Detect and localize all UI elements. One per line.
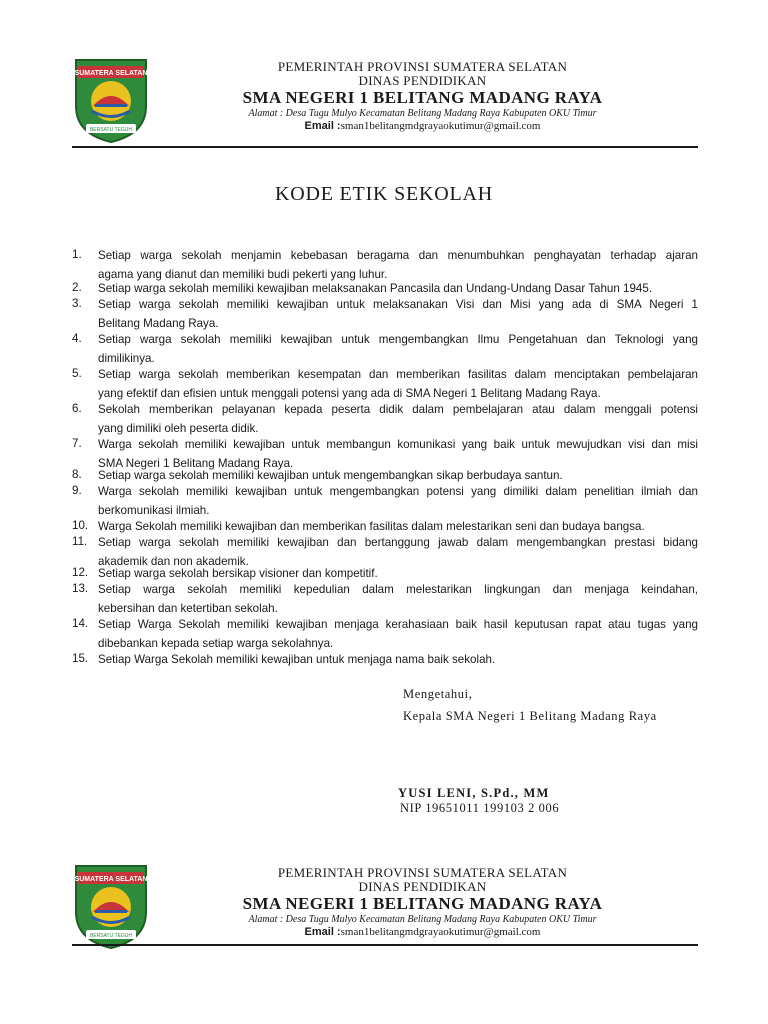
list-item: 15. Setiap Warga Sekolah memiliki kewajiban untuk menjaga nama baik sekolah. [72,652,496,666]
svg-text:SUMATERA SELATAN: SUMATERA SELATAN [74,70,148,77]
sumsel-emblem-icon [70,56,152,144]
letterhead-address: Alamat : Desa Tugu Mulyo Kecamatan Belitang Madang Raya Kabupaten OKU Timur [248,914,597,925]
letterhead-address: Alamat : Desa Tugu Mulyo Kecamatan Belitang Madang Raya Kabupaten OKU Timur [248,108,597,119]
letterhead-top [0,56,768,146]
list-item: 8. Setiap warga sekolah memiliki kewajiban untuk mengembangkan sikap berbudaya santun. [72,468,563,482]
letterhead-email: Email :sman1belitangmdgrayaokutimur@gmail.com [304,120,541,132]
list-item: 13. Setiap warga sekolah memiliki kepedulian dalam melestarikan lingkungan dan menjaga keindahan, kebersihan dan ketertiban sekolah. [72,582,698,615]
list-item: 12. Setiap warga sekolah bersikap visioner dan kompetitif. [72,566,378,580]
svg-text:BERSATU TEGUH: BERSATU TEGUH [89,127,133,133]
document-title: KODE ETIK SEKOLAH [274,183,493,205]
list-item: 6. Sekolah memberikan pelayanan kepada peserta didik dalam pembelajaran atau dalam menggali potensi yang dimiliki oleh peserta didik. [72,402,698,435]
list-item: 5. Setiap warga sekolah memberikan kesempatan dan memberikan fasilitas dalam menciptakan pembelajaran yang efektif dan efisien untuk menggali potensi yang ada di SMA Negeri 1 Belitang Madang Raya. [72,367,698,400]
list-item: 14. Setiap Warga Sekolah memiliki kewajiban menjaga kerahasiaan baik hasil keputusan rapat atau tugas yang dibebankan kepada setiap warga sekolahnya. [72,617,698,650]
list-item: 1. Setiap warga sekolah menjamin kebebasan beragama dan menumbuhkan penghayatan terhadap ajaran agama yang dianut dan memiliki budi pekerti yang luhur. [72,248,698,281]
list-item: 3. Setiap warga sekolah memiliki kewajiban untuk melaksanakan Visi dan Misi yang ada di SMA Negeri 1 Belitang Madang Raya. [72,297,698,330]
letterhead-department: DINAS PENDIDIKAN [358,73,487,88]
code-of-ethics-list [72,248,698,668]
letterhead-divider [72,146,698,148]
letterhead-bottom [0,862,768,952]
letterhead-government: PEMERINTAH PROVINSI SUMATERA SELATAN [277,59,568,74]
list-item: 9. Warga sekolah memiliki kewajiban untuk mengembangkan potensi yang dimiliki dalam penelitian ilmiah dan berkomunikasi ilmiah. [72,484,698,517]
letterhead-department: DINAS PENDIDIKAN [358,879,487,894]
signatory-nip: NIP 19651011 199103 2 006 [400,801,560,815]
letterhead-email: Email :sman1belitangmdgrayaokutimur@gmail.com [304,926,541,938]
list-item: 10. Warga Sekolah memiliki kewajiban dan memberikan fasilitas dalam melestarikan seni dan budaya bangsa. [72,519,645,533]
list-item: 2. Setiap warga sekolah memiliki kewajiban melaksanakan Pancasila dan Undang-Undang Dasar Tahun 1945. [72,281,653,295]
svg-text:BERSATU TEGUH: BERSATU TEGUH [89,933,133,939]
signatory-position: Kepala SMA Negeri 1 Belitang Madang Raya [403,709,657,723]
letterhead-school-name: SMA NEGERI 1 BELITANG MADANG RAYA [242,88,603,107]
svg-text:SUMATERA SELATAN: SUMATERA SELATAN [74,876,148,883]
letterhead-divider [72,944,698,946]
sumsel-emblem-icon [70,862,152,950]
signatory-name: YUSI LENI, S.Pd., MM [398,786,550,800]
list-item: 11. Setiap warga sekolah memiliki kewajiban dan bertanggung jawab dalam mengembangkan prestasi bidang akademik dan non akademik. [72,535,698,568]
letterhead-school-name: SMA NEGERI 1 BELITANG MADANG RAYA [242,894,603,913]
list-item: 7. Warga sekolah memiliki kewajiban untuk membangun komunikasi yang baik untuk mewujudkan visi dan misi SMA Negeri 1 Belitang Madang Raya. [72,437,698,470]
list-item: 4. Setiap warga sekolah memiliki kewajiban untuk mengembangkan Ilmu Pengetahuan dan Teknologi yang dimilikinya. [72,332,698,365]
letterhead-government: PEMERINTAH PROVINSI SUMATERA SELATAN [277,865,568,880]
acknowledgement-label: Mengetahui, [403,687,473,701]
